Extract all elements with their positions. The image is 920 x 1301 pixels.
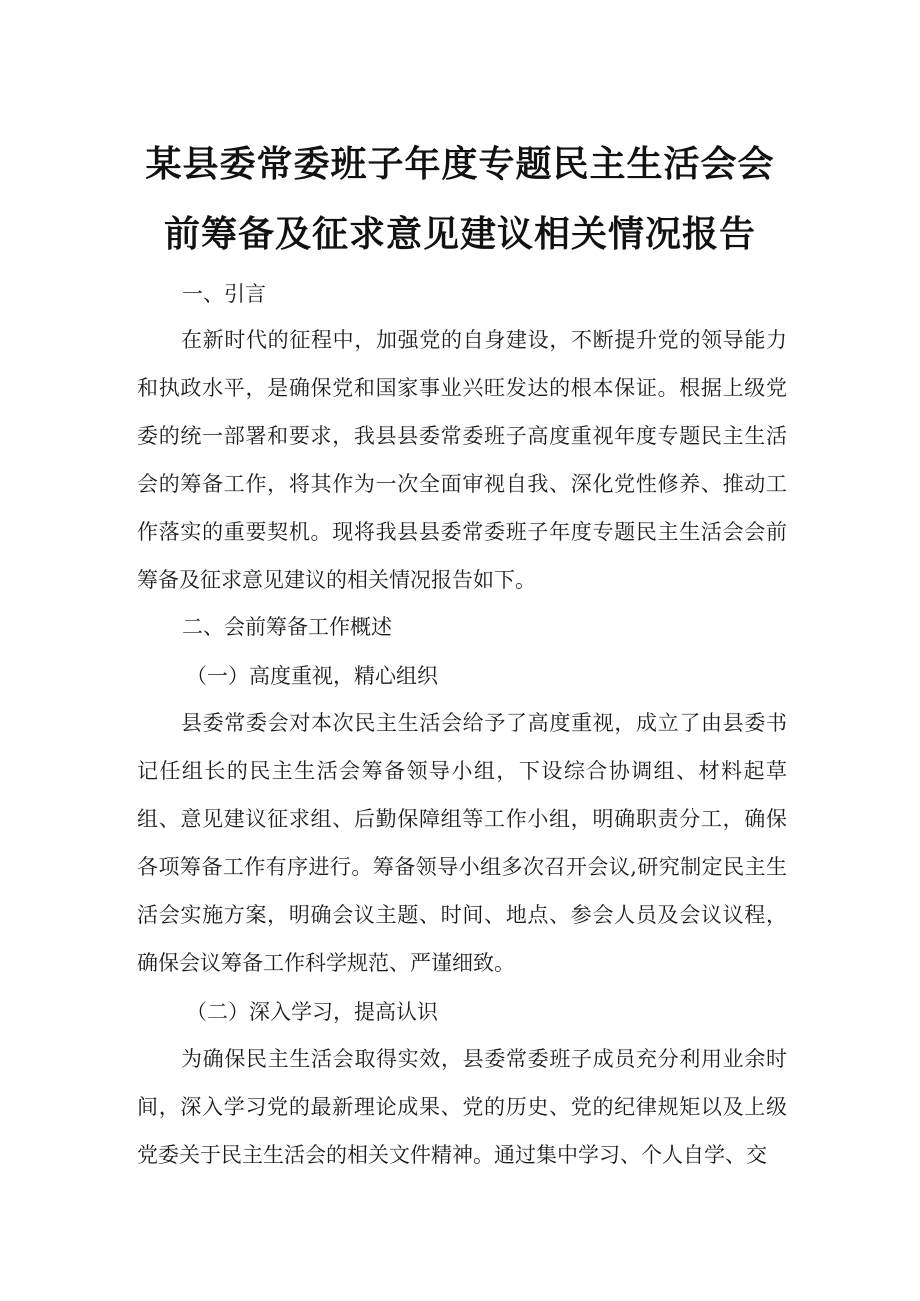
- paragraph-intro: 在新时代的征程中，加强党的自身建设，不断提升党的领导能力和执政水平，是确保党和国家事业兴旺发达的根本保证。根据上级党委的统一部署和要求，我县县委常委班子高度重视年度专题民主生活会的筹备工作，将其作为一次全面审视自我、深化党性修养、推动工作落实的重要契机。现将我县县委常委班子年度专题民主生活会会前筹备及征求意见建议的相关情况报告如下。: [137, 328, 787, 592]
- subsection-heading-1: （一）高度重视，精心组织: [186, 664, 438, 688]
- section-heading-intro: 一、引言: [182, 282, 266, 306]
- document-title-line-2: 前筹备及征求意见建议相关情况报告: [163, 214, 756, 255]
- section-heading-preparation: 二、会前筹备工作概述: [182, 615, 392, 639]
- paragraph-subsection-2: 为确保民主生活会取得实效，县委常委班子成员充分利用业余时间，深入学习党的最新理论成果、党的历史、党的纪律规矩以及上级党委关于民主生活会的相关文件精神。通过集中学习、个人自学、交: [137, 1047, 787, 1167]
- paragraph-subsection-1: 县委常委会对本次民主生活会给予了高度重视，成立了由县委书记任组长的民主生活会筹备领导小组，下设综合协调组、材料起草组、意见建议征求组、后勤保障组等工作小组，明确职责分工，确保各项筹备工作有序进行。筹备领导小组多次召开会议,研究制定民主生活会实施方案，明确会议主题、时间、地点、参会人员及会议议程，确保会议筹备工作科学规范、严谨细致。: [137, 711, 787, 975]
- document-title-line-1: 某县委常委班子年度专题民主生活会会: [145, 144, 775, 185]
- subsection-heading-2: （二）深入学习，提高认识: [186, 1000, 438, 1024]
